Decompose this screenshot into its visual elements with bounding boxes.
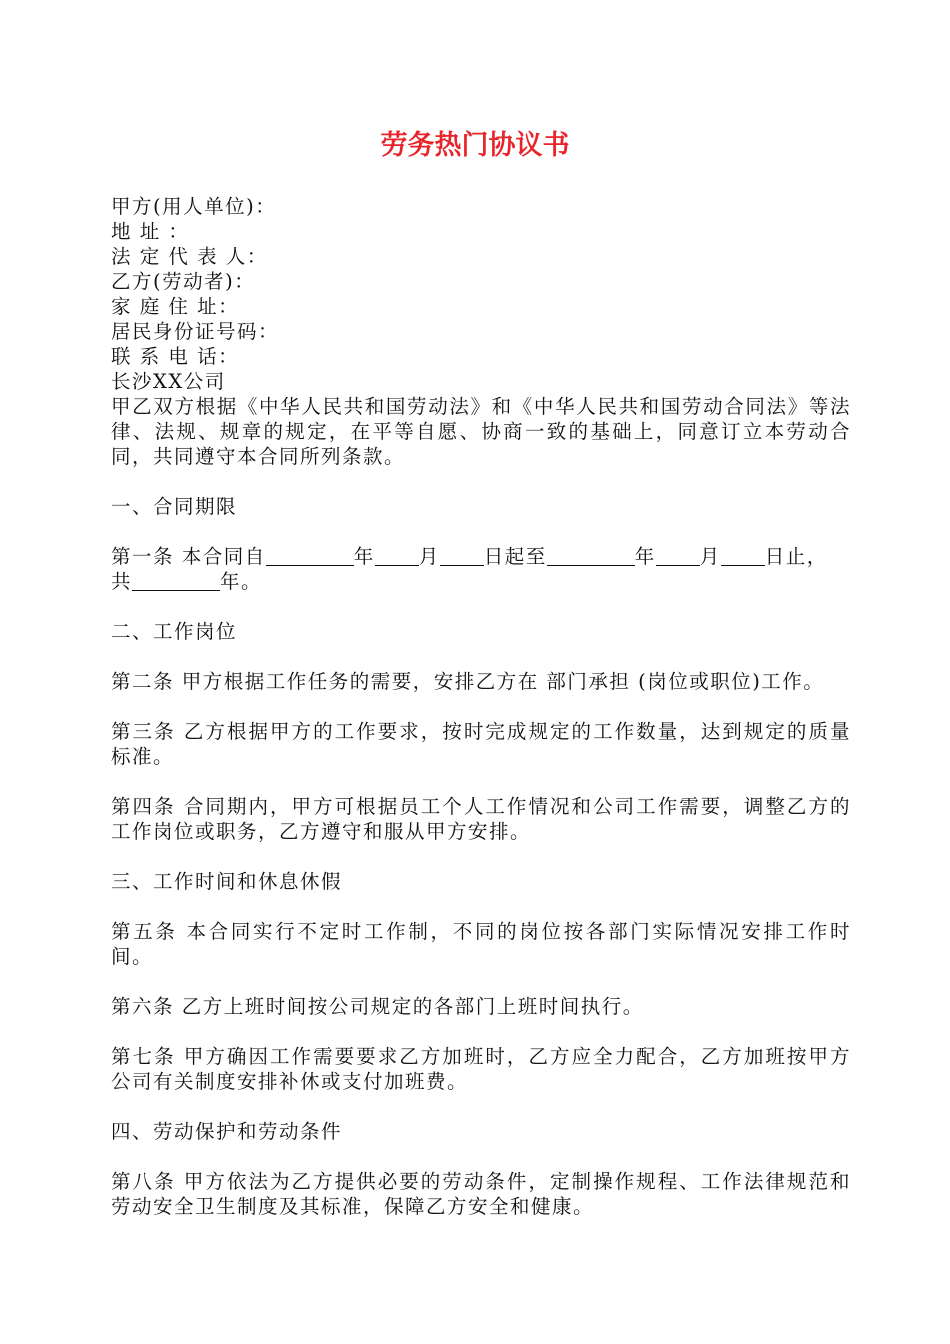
article-1 (111, 544, 851, 594)
article-7: 第七条 甲方确因工作需要要求乙方加班时，乙方应全力配合，乙方加班按甲方公司有关制度安排补休或支付加班费。 (111, 1045, 851, 1093)
intro-paragraph: 甲乙双方根据《中华人民共和国劳动法》和《中华人民共和国劳动合同法》等法律、法规、规章的规定，在平等自愿、协商一致的基础上，同意订立本劳动合同，共同遵守本合同所列条款。 (111, 395, 851, 468)
article-6: 第六条 乙方上班时间按公司规定的各部门上班时间执行。 (111, 995, 644, 1018)
article-1-day1: 日起至 (483, 545, 547, 568)
id-number-field: 居民身份证号码： (111, 320, 280, 343)
blank-end-year (547, 545, 635, 566)
home-address-field: 家 庭 住 址： (111, 295, 240, 318)
article-1-day2: 日止， (764, 545, 828, 568)
document-title: 劳务热门协议书 (380, 130, 570, 161)
article-1-prefix: 第一条 本合同自 (111, 545, 266, 568)
article-1-year1: 年 (353, 545, 375, 568)
blank-total-years (132, 570, 220, 591)
article-2: 第二条 甲方根据工作任务的需要，安排乙方在 部门承担 (岗位或职位)工作。 (111, 670, 825, 693)
article-1-month1: 月 (418, 545, 440, 568)
blank-start-year (266, 545, 354, 566)
blank-start-day (440, 545, 484, 566)
article-1-total-suffix: 年。 (220, 570, 263, 593)
article-8: 第八条 甲方依法为乙方提供必要的劳动条件，定制操作规程、工作法律规范和劳动安全卫生制度及其标准，保障乙方安全和健康。 (111, 1170, 851, 1218)
address-field: 地 址 ： (111, 220, 190, 243)
section-heading-term: 一、合同期限 (111, 495, 238, 518)
section-heading-hours: 三、工作时间和休息休假 (111, 870, 343, 893)
blank-end-month (656, 545, 700, 566)
article-1-year2: 年 (634, 545, 656, 568)
article-4: 第四条 合同期内，甲方可根据员工个人工作情况和公司工作需要，调整乙方的工作岗位或职务，乙方遵守和服从甲方安排。 (111, 795, 851, 843)
party-b-field: 乙方(劳动者)： (111, 270, 256, 293)
article-3: 第三条 乙方根据甲方的工作要求，按时完成规定的工作数量，达到规定的质量标准。 (111, 720, 851, 768)
article-5: 第五条 本合同实行不定时工作制，不同的岗位按各部门实际情况安排工作时间。 (111, 920, 851, 968)
legal-rep-field: 法 定 代 表 人： (111, 245, 268, 268)
section-heading-position: 二、工作岗位 (111, 620, 238, 643)
party-a-field: 甲方(用人单位)： (111, 195, 277, 218)
blank-end-day (721, 545, 765, 566)
company-name: 长沙XX公司 (111, 370, 226, 393)
article-1-month2: 月 (699, 545, 721, 568)
article-1-total-prefix: 共 (111, 570, 133, 593)
phone-field: 联 系 电 话： (111, 345, 240, 368)
blank-start-month (375, 545, 419, 566)
document-body (111, 194, 851, 1219)
section-heading-protection: 四、劳动保护和劳动条件 (111, 1120, 343, 1143)
